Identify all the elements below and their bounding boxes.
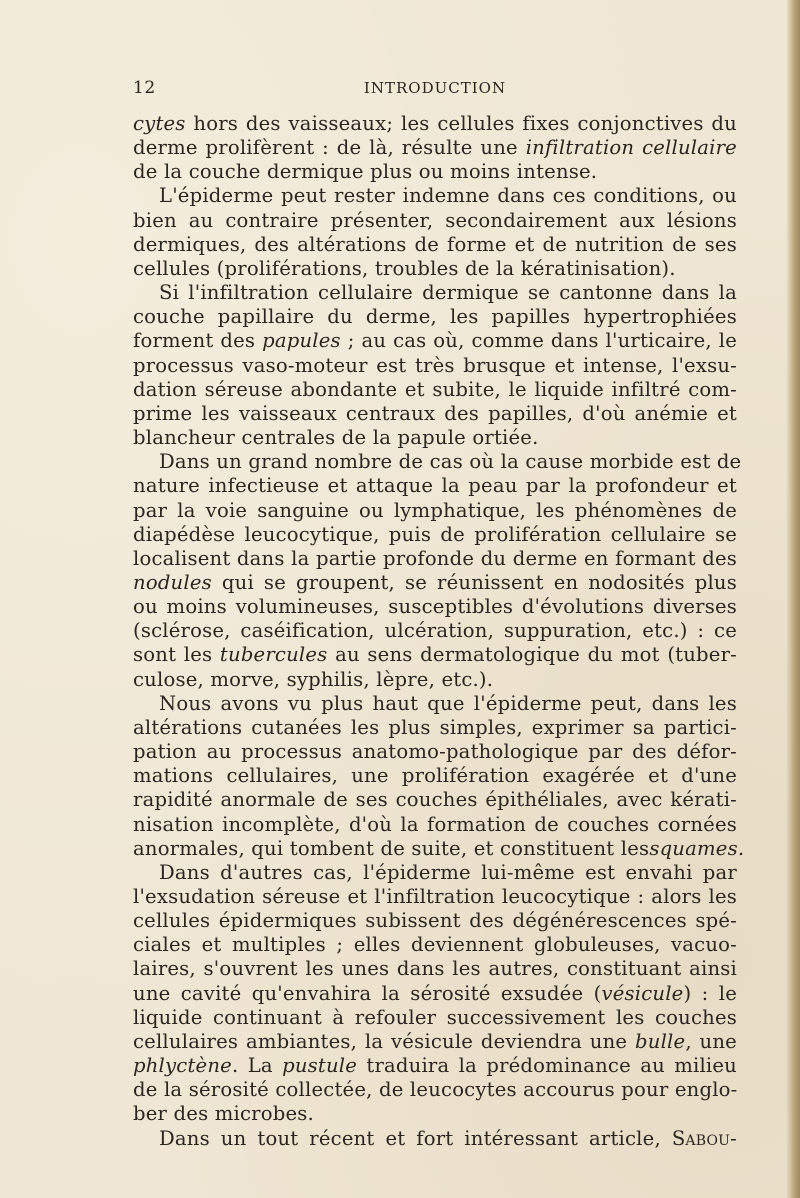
text-run: L'épiderme peut rester indemne dans ces conditions, ou bbox=[159, 184, 737, 208]
text-line bbox=[133, 1006, 737, 1030]
page-edge-shadow bbox=[786, 0, 800, 1198]
italic-term: bulle bbox=[635, 1029, 686, 1053]
text-run: ciales et multiples ; elles deviennent globuleuses, vacuo- bbox=[133, 933, 737, 957]
text-run: de la sérosité collectée, de leucocytes accourus pour englo- bbox=[133, 1078, 738, 1102]
text-line bbox=[133, 378, 737, 402]
text-run: Si l'infiltration cellulaire dermique se cantonne dans la bbox=[159, 281, 737, 305]
text-run: par la voie sanguine ou lymphatique, les phénomènes de bbox=[133, 498, 737, 522]
text-run: ou moins volumineuses, susceptibles d'évolutions diverses bbox=[133, 595, 737, 619]
text-line bbox=[133, 305, 737, 329]
text-run: bien au contraire présenter, secondairement aux lésions bbox=[133, 208, 737, 232]
text-run: au sens dermatologique du mot (tuber- bbox=[327, 643, 737, 667]
text-line bbox=[133, 209, 737, 233]
text-line bbox=[133, 716, 737, 740]
text-line bbox=[133, 1054, 737, 1078]
text-line bbox=[133, 957, 737, 981]
text-line bbox=[133, 595, 737, 619]
text-line bbox=[133, 354, 737, 378]
text-line bbox=[133, 136, 737, 160]
text-line bbox=[133, 933, 737, 957]
text-line bbox=[133, 402, 737, 426]
italic-term: nodules bbox=[133, 570, 212, 594]
italic-term: papules bbox=[262, 329, 341, 353]
text-line bbox=[133, 329, 737, 353]
italic-term: tubercules bbox=[219, 643, 328, 667]
text-line bbox=[133, 160, 737, 184]
text-run: . La bbox=[231, 1054, 283, 1078]
text-line bbox=[133, 861, 737, 885]
text-line bbox=[133, 788, 737, 812]
text-line bbox=[133, 112, 737, 136]
text-line bbox=[133, 619, 737, 643]
text-line bbox=[133, 764, 737, 788]
text-run: hors des vaisseaux; les cellules fixes conjonctives du bbox=[185, 112, 737, 135]
text-line bbox=[133, 523, 737, 547]
text-run: derme prolifèrent : de là, résulte une bbox=[133, 136, 526, 160]
text-run: forment des bbox=[133, 329, 263, 353]
text-run: laires, s'ouvrent les unes dans les autres, constituant ainsi bbox=[133, 957, 737, 981]
text-run: sont les bbox=[133, 643, 220, 667]
text-line bbox=[133, 692, 737, 716]
text-run: dermiques, des altérations de forme et de nutrition de ses bbox=[133, 232, 737, 256]
text-line bbox=[133, 281, 737, 305]
text-run: blancheur centrales de la papule ortiée. bbox=[133, 426, 539, 450]
text-run: pation au processus anatomo-pathologique par des défor- bbox=[133, 740, 737, 764]
text-line bbox=[133, 1127, 737, 1151]
text-line bbox=[133, 643, 737, 667]
text-line bbox=[133, 426, 737, 450]
text-run: ber des microbes. bbox=[133, 1102, 314, 1126]
text-line bbox=[133, 233, 737, 257]
text-run: cellulaires ambiantes, la vésicule deviendra une bbox=[133, 1029, 636, 1053]
text-run: mations cellulaires, une prolifération exagérée et d'une bbox=[133, 764, 737, 788]
text-line bbox=[133, 474, 737, 498]
text-run: de la couche dermique plus ou moins intense. bbox=[133, 160, 598, 184]
text-run: rapidité anormale de ses couches épithéliales, avec kérati- bbox=[133, 788, 737, 812]
text-line bbox=[133, 571, 737, 595]
text-line bbox=[133, 1030, 737, 1054]
text-run: cellules épidermiques subissent des dégénérescences spé- bbox=[133, 909, 737, 933]
italic-term: pustule bbox=[282, 1054, 358, 1078]
italic-term: squames. bbox=[649, 836, 745, 860]
text-line bbox=[133, 450, 742, 474]
text-line bbox=[133, 836, 745, 861]
running-title: INTRODUCTION bbox=[363, 79, 507, 97]
text-run: processus vaso-moteur est très brusque et intense, l'exsu- bbox=[133, 353, 737, 377]
text-run: liquide continuant à refouler successivement les couches bbox=[133, 1005, 737, 1029]
text-run: (sclérose, caséification, ulcération, suppuration, etc.) : ce bbox=[133, 619, 737, 643]
text-run: nature infectieuse et attaque la peau par la profondeur et bbox=[133, 474, 737, 498]
body-text bbox=[133, 112, 745, 1151]
text-line bbox=[133, 813, 737, 837]
text-run: diapédèse leucocytique, puis de prolifération cellulaire se bbox=[133, 522, 737, 546]
text-line bbox=[133, 885, 737, 909]
text-run: Nous avons vu plus haut que l'épiderme peut, dans les bbox=[159, 691, 737, 715]
text-line bbox=[133, 547, 737, 571]
text-run: ) : le bbox=[683, 981, 738, 1005]
text-run: Dans d'autres cas, l'épiderme lui-même est envahi par bbox=[159, 860, 737, 884]
page-header bbox=[133, 78, 737, 104]
italic-term: phlyctène bbox=[133, 1054, 232, 1078]
text-run: une cavité qu'envahira la sérosité exsudée ( bbox=[133, 981, 602, 1005]
text-run: couche papillaire du derme, les papilles hypertrophiées bbox=[133, 305, 737, 329]
text-line bbox=[133, 1102, 737, 1126]
text-run: l'exsudation séreuse et l'infiltration leucocytique : alors les bbox=[133, 885, 737, 908]
text-run: altérations cutanées les plus simples, exprimer sa partici- bbox=[133, 715, 737, 739]
text-run: , une bbox=[685, 1029, 737, 1053]
text-run: culose, morve, syphilis, lèpre, etc.). bbox=[133, 667, 494, 691]
text-line bbox=[133, 257, 737, 281]
text-run: prime les vaisseaux centraux des papilles, d'où anémie et bbox=[133, 401, 737, 425]
italic-term: cytes bbox=[133, 112, 186, 135]
text-run: nisation incomplète, d'où la formation de couches cornées bbox=[133, 812, 737, 836]
text-line bbox=[133, 499, 737, 523]
italic-term: vésicule bbox=[601, 981, 684, 1005]
small-caps-name: Sabou- bbox=[671, 1126, 737, 1150]
text-run: anormales, qui tombent de suite, et constituent les bbox=[133, 836, 650, 860]
text-line bbox=[133, 909, 737, 933]
text-run: qui se groupent, se réunissent en nodosités plus bbox=[211, 570, 737, 594]
text-run: dation séreuse abondante et subite, le liquide infiltré com- bbox=[133, 377, 737, 401]
page-number: 12 bbox=[133, 78, 156, 98]
text-line bbox=[133, 740, 737, 764]
text-run: Dans un grand nombre de cas où la cause morbide est de bbox=[159, 450, 742, 474]
text-run: localisent dans la partie profonde du derme en formant des bbox=[133, 546, 737, 570]
text-line bbox=[133, 184, 737, 208]
text-line bbox=[133, 668, 737, 692]
text-run: Dans un tout récent et fort intéressant article, bbox=[159, 1126, 672, 1150]
italic-term: infiltration cellulaire bbox=[525, 136, 737, 160]
text-run: traduira la prédominance au milieu bbox=[357, 1054, 737, 1078]
text-line bbox=[133, 1078, 737, 1102]
text-run: cellules (proliférations, troubles de la kératinisation). bbox=[133, 256, 676, 280]
text-line bbox=[133, 982, 737, 1006]
text-run: ; au cas où, comme dans l'urticaire, le bbox=[340, 329, 737, 353]
